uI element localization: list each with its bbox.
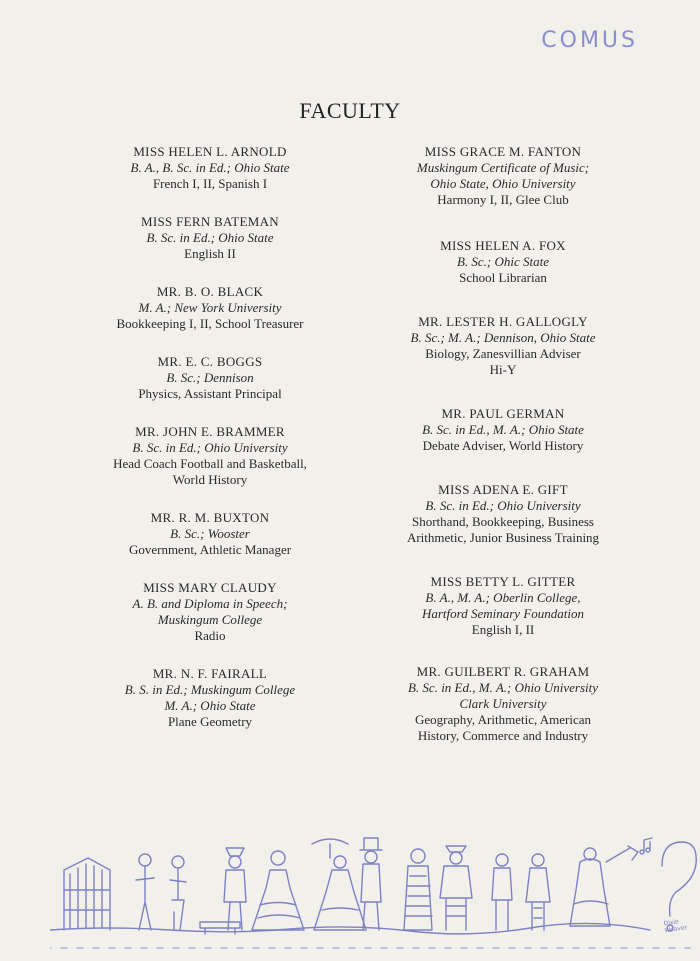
faculty-credentials: B. Sc.; Ohic State (456, 254, 550, 269)
faculty-subjects: Radio (194, 628, 226, 643)
faculty-subjects: Plane Geometry (167, 714, 253, 729)
music-notes (640, 838, 652, 854)
faculty-entry (353, 406, 653, 454)
faculty-subjects: Harmony I, II, Glee Club (437, 192, 569, 207)
faculty-subjects: Hi-Y (489, 362, 517, 377)
figure-5 (312, 839, 366, 930)
faculty-credentials: B. Sc. in Ed., M. A.; Ohio University (407, 680, 599, 695)
faculty-credentials: B. S. in Ed.; Muskingum College (124, 682, 296, 697)
faculty-column-right (353, 144, 653, 744)
faculty-credentials: M. A.; Ohio State (164, 698, 256, 713)
figure-9 (492, 854, 512, 930)
figure-2 (170, 856, 186, 930)
faculty-column-left (60, 144, 360, 730)
figure-11 (570, 846, 638, 926)
faculty-credentials: B. Sc.; M. A.; Dennison, Ohio State (410, 330, 596, 345)
faculty-credentials: B. Sc.; Dennison (166, 370, 254, 385)
faculty-name: MR. R. M. BUXTON (150, 510, 270, 525)
faculty-credentials: Ohio State, Ohio University (430, 176, 576, 191)
faculty-entry (353, 574, 653, 638)
faculty-credentials: Muskingum College (157, 612, 263, 627)
faculty-name: MISS HELEN A. FOX (440, 238, 566, 253)
figure-8 (440, 846, 472, 930)
faculty-credentials: B. Sc. in Ed.; Ohio University (425, 498, 581, 513)
faculty-credentials: M. A.; New York University (138, 300, 282, 315)
faculty-entry (353, 144, 653, 208)
figure-6 (360, 838, 382, 930)
faculty-entry (60, 510, 360, 558)
faculty-name: MR. PAUL GERMAN (441, 406, 565, 421)
faculty-entry (60, 354, 360, 402)
faculty-name: MR. JOHN E. BRAMMER (135, 424, 285, 439)
faculty-entry (353, 664, 653, 744)
faculty-subjects: World History (172, 472, 248, 487)
faculty-name: MISS BETTY L. GITTER (430, 574, 576, 589)
faculty-credentials: Clark University (459, 696, 547, 711)
faculty-subjects: Arithmetic, Junior Business Training (406, 530, 600, 545)
faculty-entry (353, 482, 653, 546)
faculty-name: MR. LESTER H. GALLOGLY (418, 314, 588, 329)
faculty-entry (60, 666, 360, 730)
faculty-credentials: Muskingum Certificate of Music; (416, 160, 590, 175)
figure-3 (224, 848, 246, 930)
header-mark: COMUS (541, 28, 638, 53)
ground-line (50, 923, 690, 948)
faculty-entry (353, 314, 653, 378)
faculty-subjects: Geography, Arithmetic, American (414, 712, 592, 727)
faculty-credentials: B. Sc.; Wooster (170, 526, 250, 541)
faculty-name: MR. E. C. BOGGS (157, 354, 263, 369)
faculty-subjects: Bookkeeping I, II, School Treasurer (116, 316, 304, 331)
faculty-parade-illustration (50, 830, 700, 955)
faculty-subjects: Government, Athletic Manager (128, 542, 292, 557)
faculty-subjects: History, Commerce and Industry (417, 728, 589, 743)
page-title: FACULTY (299, 98, 401, 123)
faculty-credentials: B. Sc. in Ed.; Ohio University (132, 440, 288, 455)
faculty-name: MISS FERN BATEMAN (140, 214, 279, 229)
faculty-credentials: B. A., B. Sc. in Ed.; Ohio State (130, 160, 290, 175)
figure-4 (252, 851, 304, 930)
faculty-name: MISS GRACE M. FANTON (424, 144, 582, 159)
faculty-name: MR. GUILBERT R. GRAHAM (416, 664, 590, 679)
faculty-credentials: B. A., M. A.; Oberlin College, (425, 590, 581, 605)
faculty-subjects: Head Coach Football and Basketball, (113, 456, 307, 471)
faculty-name: MISS ADENA E. GIFT (438, 482, 568, 497)
faculty-name: MR. N. F. FAIRALL (152, 666, 268, 681)
figure-1 (136, 854, 154, 930)
faculty-name: MR. B. O. BLACK (156, 284, 264, 299)
faculty-credentials: B. Sc. in Ed., M. A.; Ohio State (422, 422, 584, 437)
faculty-name: MISS HELEN L. ARNOLD (133, 144, 287, 159)
faculty-entry (60, 580, 360, 644)
artist-signature: Dixie Weaver (663, 918, 688, 935)
figure-7 (404, 849, 432, 930)
faculty-entry (60, 424, 360, 488)
gate-drawing (64, 858, 110, 930)
faculty-entry (60, 144, 360, 192)
faculty-subjects: Physics, Assistant Principal (138, 386, 282, 401)
faculty-subjects: School Librarian (459, 270, 547, 285)
faculty-subjects: Shorthand, Bookkeeping, Business (412, 514, 594, 529)
faculty-entry (60, 214, 360, 262)
faculty-credentials: B. Sc. in Ed.; Ohio State (146, 230, 274, 245)
faculty-entry (60, 284, 360, 332)
faculty-credentials: A. B. and Diploma in Speech; (132, 596, 288, 611)
faculty-subjects: French I, II, Spanish I (152, 176, 268, 191)
faculty-subjects: English II (184, 246, 236, 261)
faculty-subjects: Debate Adviser, World History (422, 438, 584, 453)
faculty-entry (353, 238, 653, 286)
faculty-name: MISS MARY CLAUDY (143, 580, 277, 595)
figure-10 (526, 854, 550, 930)
faculty-credentials: Hartford Seminary Foundation (421, 606, 584, 621)
faculty-subjects: Biology, Zanesvillian Adviser (425, 346, 581, 361)
faculty-subjects: English I, II (471, 622, 535, 637)
